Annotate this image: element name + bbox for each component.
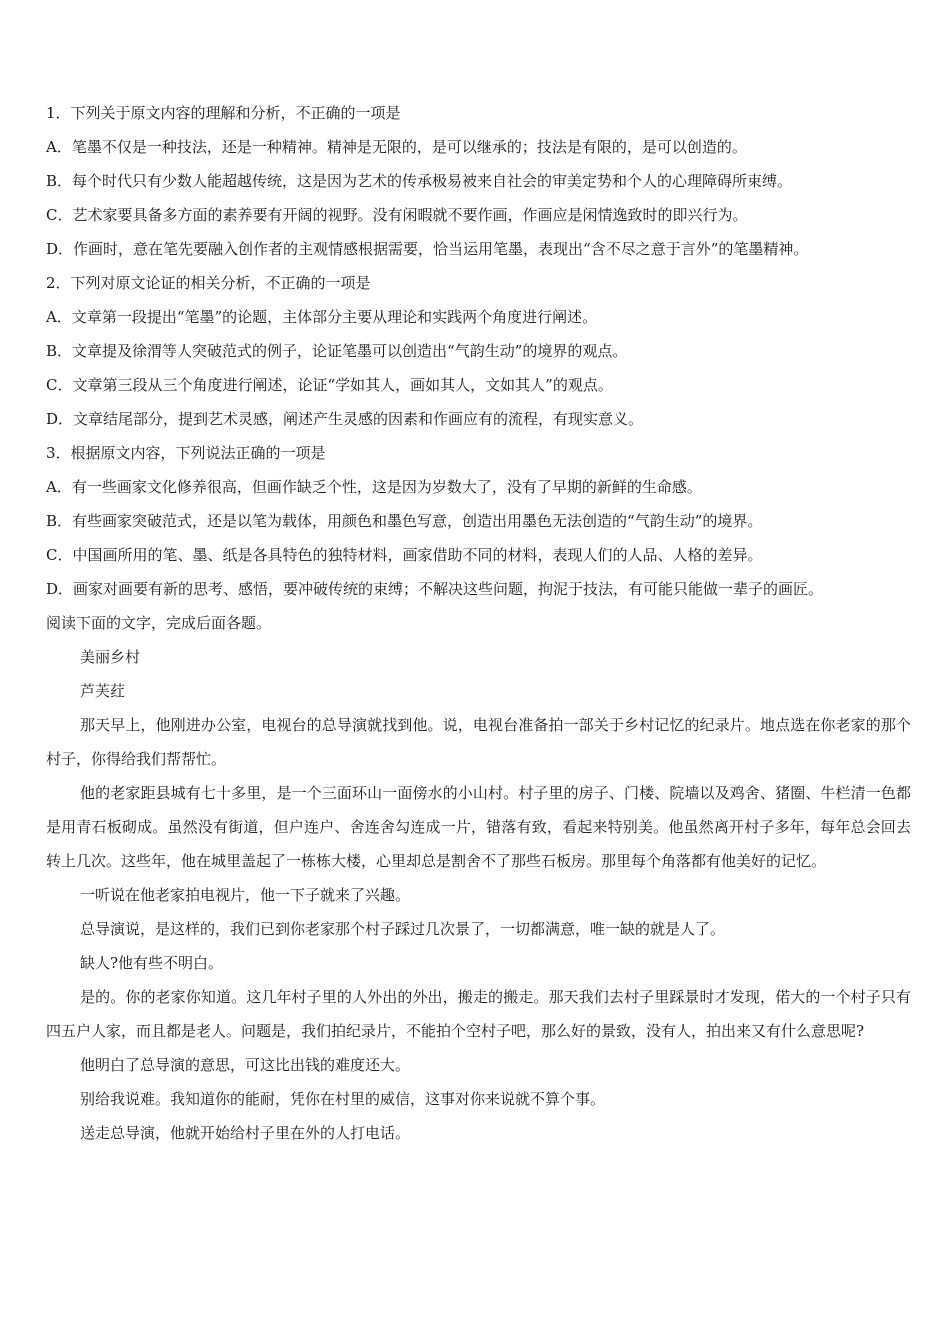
question-3-option-c: C．中国画所用的笔、墨、纸是各具特色的独特材料，画家借助不同的材料，表现人们的人品、人格的差异。 [46,546,763,564]
question-2-option-c: C．文章第三段从三个角度进行阐述，论证“学如其人，画如其人，文如其人”的观点。 [46,376,613,394]
reading-instruction: 阅读下面的文字，完成后面各题。 [46,614,272,632]
question-1-stem: 1．下列关于原文内容的理解和分析，不正确的一项是 [46,104,401,122]
question-1-option-b: B．每个时代只有少数人能超越传统，这是因为艺术的传承极易被来自社会的审美定势和个人的心理障碍所束缚。 [46,172,793,190]
question-3-stem: 3．根据原文内容，下列说法正确的一项是 [46,444,326,462]
question-2-option-d: D．文章结尾部分，提到艺术灵感，阐述产生灵感的因素和作画应有的流程，有现实意义。 [46,410,644,428]
story-author: 芦芙荭 [80,682,126,700]
story-paragraph: 别给我说难。我知道你的能耐，凭你在村里的威信，这事对你来说就不算个事。 [80,1090,606,1108]
question-1-option-c: C．艺术家要具备多方面的素养要有开阔的视野。没有闲暇就不要作画，作画应是闲情逸致时的即兴行为。 [46,206,748,224]
story-title: 美丽乡村 [80,648,141,666]
story-paragraph: 缺人?他有些不明白。 [80,954,224,972]
story-paragraph: 那天早上，他刚进办公室，电视台的总导演就找到他。说，电视台准备拍一部关于乡村记忆的纪录片。地点选在你老家的那个村子，你得给我们帮帮忙。 [46,716,911,768]
story-paragraph: 他的老家距县城有七十多里，是一个三面环山一面傍水的小山村。村子里的房子、门楼、院墙以及鸡舍、猪圈、牛栏清一色都是用青石板砌成。虽然没有街道，但户连户、舍连舍勾连成一片，错落有致，看起来特别美。他虽然离开村子多年，每年总会回去转上几次。这些年，他在城里盖起了一栋栋大楼，心里却总是割舍不了那些石板房。那里每个角落都有他美好的记忆。 [46,784,911,870]
question-3-option-a: A．有一些画家文化修养很高，但画作缺乏个性，这是因为岁数大了，没有了早期的新鲜的生命感。 [46,478,702,496]
story-body [46,640,911,1150]
question-1-option-a: A．笔墨不仅是一种技法，还是一种精神。精神是无限的，是可以继承的；技法是有限的，是可以创造的。 [46,138,747,156]
story-paragraph: 他明白了总导演的意思，可这比出钱的难度还大。 [80,1056,411,1074]
question-3-option-b: B．有些画家突破范式，还是以笔为载体，用颜色和墨色写意，创造出用墨色无法创造的“气韵生动”的境界。 [46,512,763,530]
story-paragraph: 总导演说，是这样的，我们已到你老家那个村子踩过几次景了，一切都满意，唯一缺的就是人了。 [80,920,726,938]
question-2-stem: 2．下列对原文论证的相关分析，不正确的一项是 [46,274,371,292]
question-1-option-d: D．作画时，意在笔先要融入创作者的主观情感根据需要，恰当运用笔墨，表现出“含不尽之意于言外”的笔墨精神。 [46,240,809,258]
story-paragraph: 一听说在他老家拍电视片，他一下子就来了兴趣。 [80,886,411,904]
story-paragraph: 送走总导演，他就开始给村子里在外的人打电话。 [80,1124,411,1142]
question-2-option-a: A．文章第一段提出“笔墨”的论题，主体部分主要从理论和实践两个角度进行阐述。 [46,308,598,326]
story-paragraph: 是的。你的老家你知道。这几年村子里的人外出的外出，搬走的搬走。那天我们去村子里踩景时才发现，偌大的一个村子只有四五户人家，而且都是老人。问题是，我们拍纪录片，不能拍个空村子吧，那么好的景致，没有人，拍出来又有什么意思呢? [46,988,911,1040]
question-2-option-b: B．文章提及徐渭等人突破范式的例子，论证笔墨可以创造出“气韵生动”的境界的观点。 [46,342,628,360]
question-3-option-d: D．画家对画要有新的思考、感悟，要冲破传统的束缚；不解决这些问题，拘泥于技法，有可能只能做一辈子的画匠。 [46,580,824,598]
